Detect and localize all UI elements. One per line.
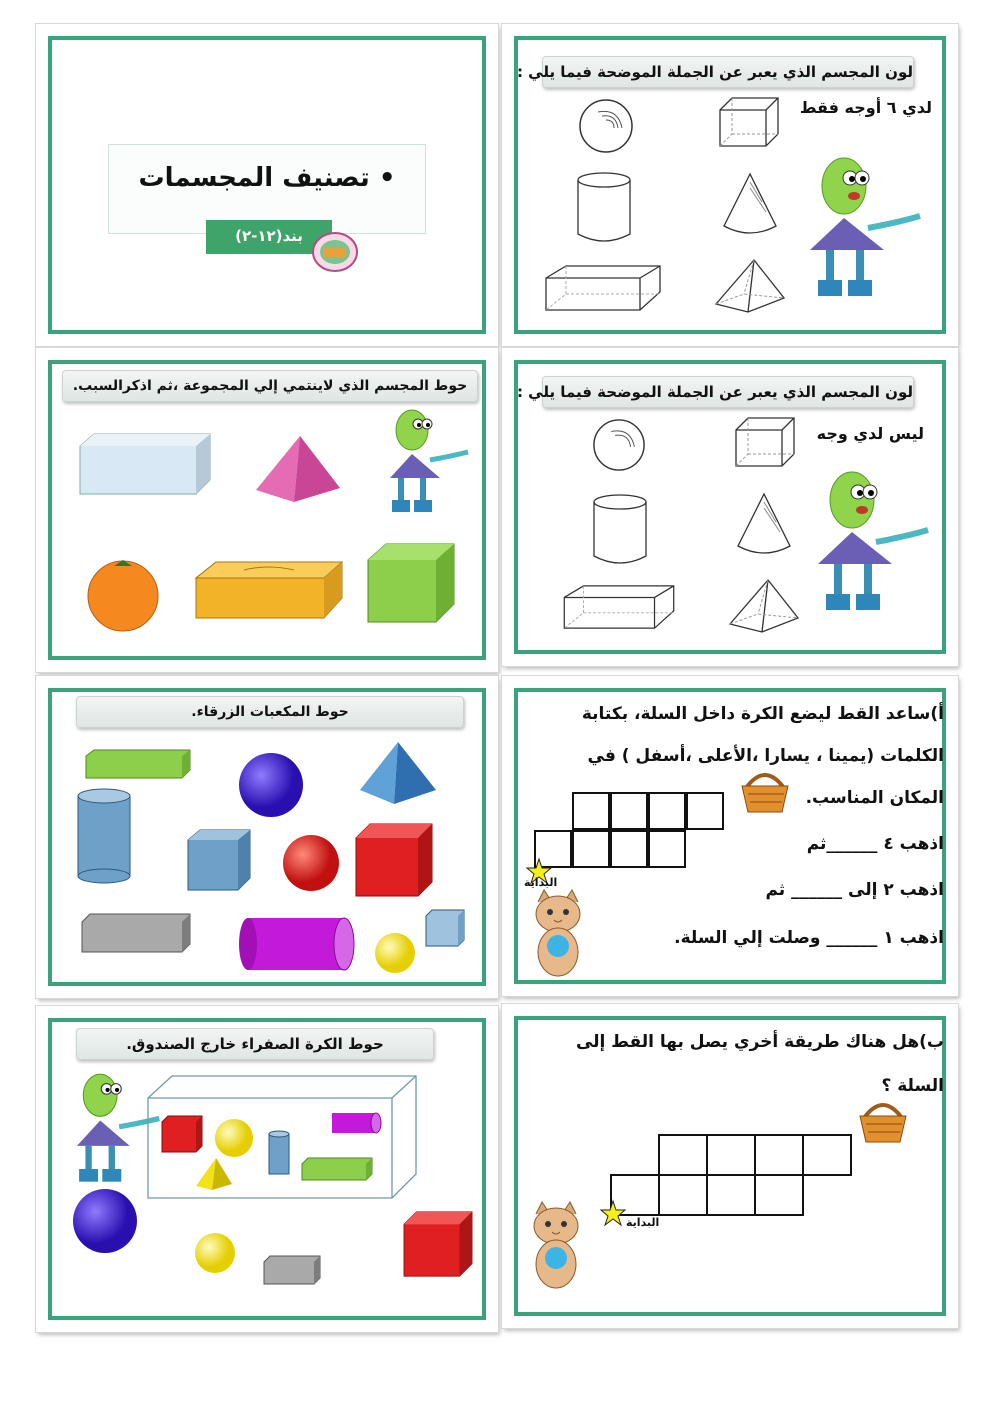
sphere-outline-icon[interactable] [592,418,646,472]
direction-step-1: اذهب ٤ ______ثم [806,834,944,854]
instruction-banner: لون المجسم الذي يعبر عن الجملة الموضحة فيما يلي : [542,376,914,408]
grid-cell[interactable] [706,1134,756,1176]
start-star-icon [600,1200,626,1226]
blue-pyramid-icon[interactable] [358,740,438,806]
shapes-six-faces-card [502,24,958,346]
rectangular-prism-outline-icon[interactable] [560,584,678,632]
page-title: • تصنيف المجسمات [138,163,396,193]
question-line-2: السلة ؟ [881,1076,944,1096]
red-cube-icon[interactable] [160,1114,204,1154]
shape-statement: ليس لدي وجه [816,424,924,443]
yellow-sphere-icon[interactable] [214,1118,254,1158]
rectangular-prism-outline-icon[interactable] [544,264,662,314]
question-line-1: أ)ساعد القط ليضع الكرة داخل السلة، بكتابة [581,704,944,724]
question-line-3: المكان المناسب. [805,788,944,808]
basket-icon [738,768,792,814]
cone-outline-icon[interactable] [736,492,792,556]
basket-icon [856,1098,910,1144]
cube-outline-icon[interactable] [718,96,780,148]
instruction-banner: حوط المكعبات الزرقاء. [76,696,464,728]
instruction-banner: لون المجسم الذي يعبر عن الجملة الموضحة فيما يلي : [542,56,914,88]
grid-cell[interactable] [572,792,610,830]
instruction-banner: حوط المجسم الذي لاينتمي إلي المجموعة ،ثم اذكرالسبب. [62,370,478,402]
robot-mascot-icon [808,470,938,620]
robot-mascot-icon [382,408,472,518]
shape-statement: لدي ٦ أوجه فقط [799,98,932,117]
pyramid-outline-icon[interactable] [714,258,786,314]
grid-cell[interactable] [754,1134,804,1176]
blue-cylinder-icon[interactable] [76,788,132,884]
shapes-no-face-card [502,348,958,666]
grid-cell[interactable] [648,792,686,830]
gray-bar-icon[interactable] [262,1254,322,1286]
grid-cell[interactable] [754,1174,804,1216]
blue-cylinder-icon[interactable] [268,1130,290,1178]
green-bar-icon[interactable] [300,1156,374,1182]
question-line-2: الكلمات (يمينا ، يسارا ،الأعلى ،أسفل ) في [587,746,944,766]
grid-cell[interactable] [610,830,648,868]
cone-outline-icon[interactable] [722,172,778,236]
grid-cell[interactable] [610,792,648,830]
sphere-outline-icon[interactable] [578,98,634,154]
question-line-1: ب)هل هناك طريقة أخري يصل بها القط إلى [575,1032,944,1052]
title-card [36,24,498,346]
magenta-cylinder-icon[interactable] [238,916,356,972]
school-logo-icon [312,232,358,272]
start-label: البداية [626,1216,660,1229]
cylinder-outline-icon[interactable] [576,172,632,244]
start-label: البداية [524,876,558,889]
grid-cell[interactable] [802,1134,852,1176]
blue-cubes-card [36,676,498,998]
gray-bar-icon[interactable] [80,912,192,954]
path-grid [534,792,732,876]
cylinder-outline-icon[interactable] [592,494,648,566]
purple-sphere-icon[interactable] [72,1188,138,1254]
grid-cell[interactable] [658,1174,708,1216]
yellow-sphere-icon[interactable] [194,1232,236,1274]
grid-cell[interactable] [686,792,724,830]
robot-mascot-icon [800,156,930,306]
direction-step-3: اذهب ١ ______ وصلت إلي السلة. [674,928,944,948]
cat-directions-card [502,676,958,996]
yellow-ball-card [36,1006,498,1332]
blue-cube-icon[interactable] [186,828,252,892]
grid-cell[interactable] [658,1134,708,1176]
yellow-pyramid-icon[interactable] [194,1156,234,1192]
pyramid-outline-icon[interactable] [728,578,800,634]
path-grid [610,1134,854,1220]
green-cube-icon[interactable] [366,542,456,624]
red-cube-icon[interactable] [354,822,434,898]
purple-sphere-icon[interactable] [238,752,304,818]
grid-cell[interactable] [648,830,686,868]
pink-pyramid-icon[interactable] [254,434,342,504]
cube-outline-icon[interactable] [734,416,796,468]
red-sphere-icon[interactable] [282,834,340,892]
unit-label: بند(١٢-٢) [235,227,303,245]
magenta-cylinder-icon[interactable] [328,1112,382,1134]
grid-cell[interactable] [572,830,610,868]
direction-step-2: اذهب ٢ إلى ______ ثم [765,880,944,900]
kitten-icon [528,890,588,982]
orange-fruit-icon[interactable] [84,556,162,632]
tissue-box-icon[interactable] [194,558,344,622]
odd-one-out-card [36,348,498,672]
yellow-sphere-icon[interactable] [374,932,416,974]
instruction-banner: حوط الكرة الصفراء خارج الصندوق. [76,1028,434,1060]
small-blue-cube-icon[interactable] [424,908,466,948]
blue-prism-icon[interactable] [78,432,212,496]
kitten-icon [526,1202,586,1294]
green-bar-icon[interactable] [84,748,192,780]
grid-cell[interactable] [706,1174,756,1216]
red-cube-icon[interactable] [402,1210,474,1278]
another-path-card [502,1004,958,1328]
